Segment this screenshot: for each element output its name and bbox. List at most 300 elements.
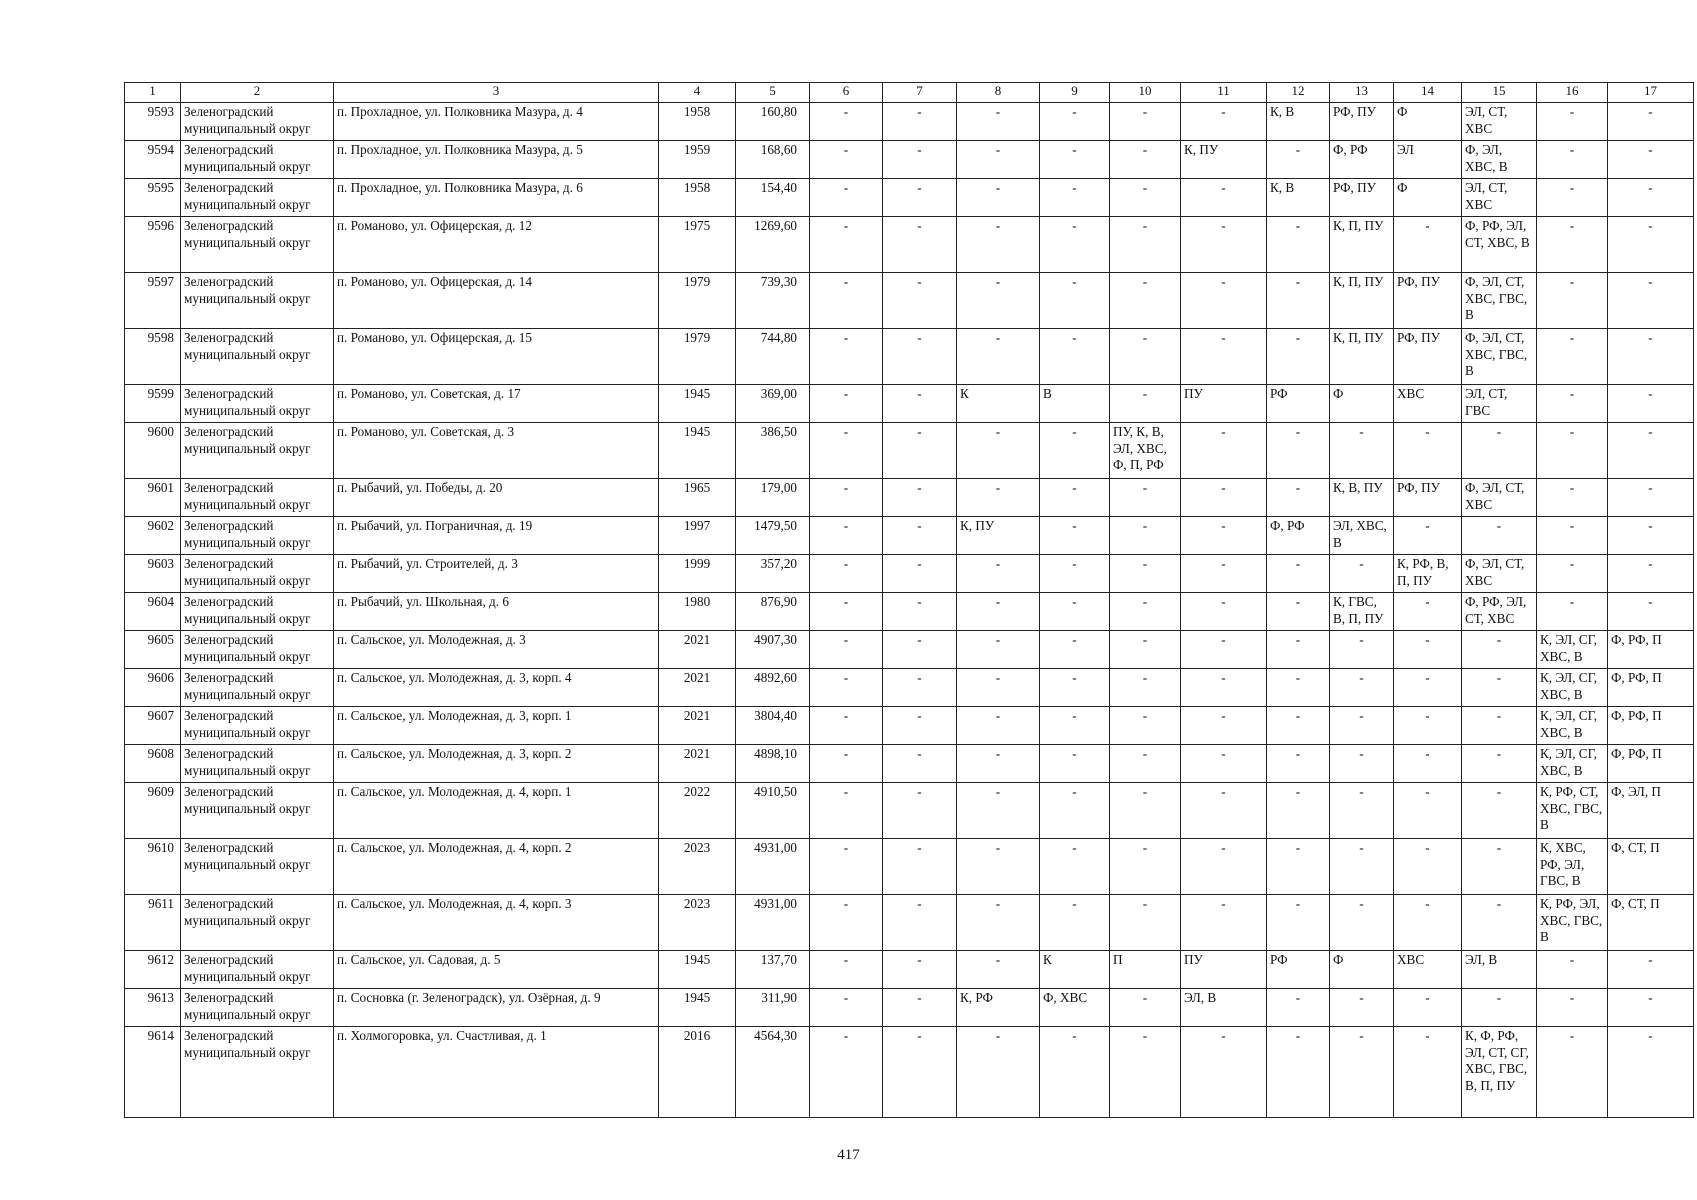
table-cell: п. Рыбачий, ул. Школьная, д. 6 xyxy=(334,593,659,631)
table-cell: - xyxy=(1181,669,1267,707)
table-cell: - xyxy=(1462,895,1537,951)
table-cell: - xyxy=(883,179,957,217)
table-cell: 9605 xyxy=(125,631,181,669)
table-cell: ПУ, К, В, ЭЛ, ХВС, Ф, П, РФ xyxy=(1110,423,1181,479)
table-cell: п. Холмогоровка, ул. Счастливая, д. 1 xyxy=(334,1027,659,1118)
table-cell: 1958 xyxy=(659,103,736,141)
table-cell: - xyxy=(1110,839,1181,895)
table-cell: - xyxy=(1110,273,1181,329)
table-cell: 1975 xyxy=(659,217,736,273)
table-cell: - xyxy=(1110,745,1181,783)
table-cell: 168,60 xyxy=(736,141,810,179)
table-cell: - xyxy=(1330,783,1394,839)
table-cell: - xyxy=(1267,329,1330,385)
table-cell: - xyxy=(1040,329,1110,385)
table-cell: - xyxy=(957,479,1040,517)
table-cell: - xyxy=(883,631,957,669)
column-number-header: 15 xyxy=(1462,83,1537,103)
table-cell: - xyxy=(883,517,957,555)
table-cell: - xyxy=(1462,423,1537,479)
table-cell: - xyxy=(1040,895,1110,951)
table-cell: - xyxy=(1040,103,1110,141)
table-cell: - xyxy=(1608,989,1694,1027)
table-cell: 1945 xyxy=(659,423,736,479)
table-cell: К, В, ПУ xyxy=(1330,479,1394,517)
table-cell: - xyxy=(1537,479,1608,517)
table-cell: Ф, ХВС xyxy=(1040,989,1110,1027)
table-cell: п. Сальское, ул. Садовая, д. 5 xyxy=(334,951,659,989)
table-cell: 2021 xyxy=(659,707,736,745)
table-row xyxy=(125,103,1694,141)
table-cell: К, ЭЛ, СГ, ХВС, В xyxy=(1537,669,1608,707)
table-cell: - xyxy=(1267,479,1330,517)
table-cell: - xyxy=(957,141,1040,179)
table-cell: - xyxy=(957,951,1040,989)
table-cell: 2023 xyxy=(659,839,736,895)
table-cell: - xyxy=(1040,593,1110,631)
table-cell: ЭЛ, СТ, ГВС xyxy=(1462,385,1537,423)
table-cell: - xyxy=(1462,669,1537,707)
table-cell: - xyxy=(1040,783,1110,839)
column-number-header: 1 xyxy=(125,83,181,103)
page-number: 417 xyxy=(837,1147,860,1163)
table-cell: - xyxy=(1267,141,1330,179)
table-cell: - xyxy=(883,951,957,989)
table-cell: 4564,30 xyxy=(736,1027,810,1118)
table-cell: - xyxy=(1608,423,1694,479)
table-cell: - xyxy=(957,839,1040,895)
table-cell: - xyxy=(1394,745,1462,783)
table-cell: - xyxy=(1040,707,1110,745)
table-cell: - xyxy=(957,669,1040,707)
table-cell: К, ХВС, РФ, ЭЛ, ГВС, В xyxy=(1537,839,1608,895)
table-cell: 9601 xyxy=(125,479,181,517)
table-cell: п. Романово, ул. Офицерская, д. 12 xyxy=(334,217,659,273)
table-cell: 1945 xyxy=(659,385,736,423)
table-cell: - xyxy=(810,141,883,179)
table-cell: К, ЭЛ, СГ, ХВС, В xyxy=(1537,707,1608,745)
table-cell: - xyxy=(810,989,883,1027)
table-cell: - xyxy=(1181,329,1267,385)
table-cell: 9609 xyxy=(125,783,181,839)
table-cell: - xyxy=(1181,631,1267,669)
table-cell: - xyxy=(883,669,957,707)
table-cell: Зеленоградский муниципальный округ xyxy=(181,273,334,329)
table-cell: Зеленоградский муниципальный округ xyxy=(181,895,334,951)
table-cell: - xyxy=(1537,1027,1608,1118)
table-cell: Зеленоградский муниципальный округ xyxy=(181,989,334,1027)
table-cell: - xyxy=(1608,385,1694,423)
table-row xyxy=(125,329,1694,385)
table-cell: 1959 xyxy=(659,141,736,179)
table-cell: - xyxy=(1608,103,1694,141)
table-cell: - xyxy=(1181,517,1267,555)
table-cell: 9600 xyxy=(125,423,181,479)
table-cell: ПУ xyxy=(1181,385,1267,423)
table-cell: - xyxy=(883,593,957,631)
table-cell: Зеленоградский муниципальный округ xyxy=(181,217,334,273)
table-cell: К, П, ПУ xyxy=(1330,273,1394,329)
table-cell: - xyxy=(957,895,1040,951)
table-cell: - xyxy=(1267,839,1330,895)
table-cell: 137,70 xyxy=(736,951,810,989)
table-cell: - xyxy=(1608,479,1694,517)
table-row xyxy=(125,273,1694,329)
table-cell: - xyxy=(883,745,957,783)
table-cell: РФ, ПУ xyxy=(1330,179,1394,217)
table-cell: - xyxy=(1040,669,1110,707)
column-number-header: 8 xyxy=(957,83,1040,103)
table-cell: - xyxy=(883,329,957,385)
table-cell: К, В xyxy=(1267,103,1330,141)
table-cell: - xyxy=(1330,1027,1394,1118)
table-cell: Ф, РФ, ЭЛ, СТ, ХВС, В xyxy=(1462,217,1537,273)
table-cell: Зеленоградский муниципальный округ xyxy=(181,517,334,555)
table-cell: ХВС xyxy=(1394,951,1462,989)
table-cell: - xyxy=(1537,385,1608,423)
table-cell: - xyxy=(1537,555,1608,593)
table-cell: Ф, РФ, П xyxy=(1608,707,1694,745)
table-cell: п. Рыбачий, ул. Строителей, д. 3 xyxy=(334,555,659,593)
table-cell: РФ xyxy=(1267,385,1330,423)
table-cell: - xyxy=(1110,217,1181,273)
table-cell: - xyxy=(1110,517,1181,555)
table-cell: - xyxy=(1267,745,1330,783)
table-cell: - xyxy=(1462,783,1537,839)
table-row xyxy=(125,951,1694,989)
table-cell: Ф, СТ, П xyxy=(1608,839,1694,895)
table-cell: 2022 xyxy=(659,783,736,839)
table-cell: Зеленоградский муниципальный округ xyxy=(181,707,334,745)
table-cell: - xyxy=(1267,895,1330,951)
table-cell: - xyxy=(1181,895,1267,951)
table-cell: - xyxy=(810,103,883,141)
column-number-header: 4 xyxy=(659,83,736,103)
table-cell: - xyxy=(1330,423,1394,479)
table-cell: 179,00 xyxy=(736,479,810,517)
table-cell: - xyxy=(1330,989,1394,1027)
table-cell: - xyxy=(1330,669,1394,707)
table-cell: - xyxy=(810,783,883,839)
table-cell: - xyxy=(1394,783,1462,839)
table-cell: п. Рыбачий, ул. Пограничная, д. 19 xyxy=(334,517,659,555)
table-cell: 876,90 xyxy=(736,593,810,631)
table-cell: 1965 xyxy=(659,479,736,517)
table-cell: - xyxy=(883,555,957,593)
table-cell: - xyxy=(1181,555,1267,593)
table-cell: ПУ xyxy=(1181,951,1267,989)
table-cell: - xyxy=(957,783,1040,839)
table-cell: - xyxy=(1462,839,1537,895)
table-cell: Ф xyxy=(1394,179,1462,217)
table-cell: 4931,00 xyxy=(736,839,810,895)
table-cell: - xyxy=(883,479,957,517)
table-cell: - xyxy=(1394,217,1462,273)
table-row xyxy=(125,179,1694,217)
table-cell: 9603 xyxy=(125,555,181,593)
table-cell: - xyxy=(1181,1027,1267,1118)
table-cell: п. Сальское, ул. Молодежная, д. 3, корп. 1 xyxy=(334,707,659,745)
table-cell: Ф, ЭЛ, СТ, ХВС xyxy=(1462,479,1537,517)
table-cell: Зеленоградский муниципальный округ xyxy=(181,593,334,631)
table-cell: - xyxy=(1462,517,1537,555)
table-cell: ЭЛ, ХВС, В xyxy=(1330,517,1394,555)
table-cell: Зеленоградский муниципальный округ xyxy=(181,669,334,707)
table-cell: К, ПУ xyxy=(957,517,1040,555)
table-cell: - xyxy=(883,423,957,479)
table-cell: ЭЛ, СТ, ХВС xyxy=(1462,179,1537,217)
table-cell: - xyxy=(1537,989,1608,1027)
table-row xyxy=(125,839,1694,895)
table-cell: п. Прохладное, ул. Полковника Мазура, д. 5 xyxy=(334,141,659,179)
table-cell: П xyxy=(1110,951,1181,989)
table-cell: - xyxy=(1267,631,1330,669)
table-cell: - xyxy=(1267,989,1330,1027)
table-cell: Зеленоградский муниципальный округ xyxy=(181,631,334,669)
table-cell: - xyxy=(1608,179,1694,217)
table-cell: ЭЛ, В xyxy=(1462,951,1537,989)
housing-register-table xyxy=(124,82,1694,1118)
table-cell: 2021 xyxy=(659,745,736,783)
table-cell: - xyxy=(810,329,883,385)
table-cell: Зеленоградский муниципальный округ xyxy=(181,951,334,989)
table-cell: К, РФ, В, П, ПУ xyxy=(1394,555,1462,593)
table-cell: - xyxy=(1181,273,1267,329)
table-row xyxy=(125,141,1694,179)
table-cell: - xyxy=(883,707,957,745)
table-cell: - xyxy=(1330,839,1394,895)
table-row xyxy=(125,479,1694,517)
table-cell: - xyxy=(1537,593,1608,631)
table-cell: 9593 xyxy=(125,103,181,141)
table-cell: - xyxy=(1181,423,1267,479)
table-cell: - xyxy=(957,707,1040,745)
table-cell: 9597 xyxy=(125,273,181,329)
table-cell: Ф, ЭЛ, СТ, ХВС, ГВС, В xyxy=(1462,273,1537,329)
table-cell: 311,90 xyxy=(736,989,810,1027)
table-cell: п. Прохладное, ул. Полковника Мазура, д. 4 xyxy=(334,103,659,141)
table-cell: Зеленоградский муниципальный округ xyxy=(181,479,334,517)
table-cell: - xyxy=(1394,707,1462,745)
table-cell: К, ЭЛ, СГ, ХВС, В xyxy=(1537,631,1608,669)
table-cell: 2023 xyxy=(659,895,736,951)
table-cell: 9598 xyxy=(125,329,181,385)
table-cell: - xyxy=(1110,783,1181,839)
table-cell: - xyxy=(1040,141,1110,179)
table-cell: К, РФ, СТ, ХВС, ГВС, В xyxy=(1537,783,1608,839)
table-cell: 1958 xyxy=(659,179,736,217)
table-cell: п. Сальское, ул. Молодежная, д. 4, корп. 3 xyxy=(334,895,659,951)
table-cell: - xyxy=(1110,989,1181,1027)
table-row xyxy=(125,593,1694,631)
table-cell: - xyxy=(1110,707,1181,745)
table-cell: Ф xyxy=(1330,951,1394,989)
table-cell: 9614 xyxy=(125,1027,181,1118)
table-cell: - xyxy=(810,273,883,329)
table-cell: - xyxy=(810,423,883,479)
column-number-header: 12 xyxy=(1267,83,1330,103)
column-number-header: 17 xyxy=(1608,83,1694,103)
table-cell: - xyxy=(1110,631,1181,669)
table-cell: - xyxy=(1537,217,1608,273)
table-cell: - xyxy=(1394,1027,1462,1118)
table-cell: 1999 xyxy=(659,555,736,593)
table-cell: К xyxy=(957,385,1040,423)
table-cell: - xyxy=(1181,179,1267,217)
table-cell: - xyxy=(957,273,1040,329)
table-cell: - xyxy=(1394,631,1462,669)
table-cell: - xyxy=(1394,989,1462,1027)
table-cell: п. Сосновка (г. Зеленоградск), ул. Озёрная, д. 9 xyxy=(334,989,659,1027)
table-cell: п. Романово, ул. Офицерская, д. 15 xyxy=(334,329,659,385)
table-cell: - xyxy=(1608,593,1694,631)
table-cell: - xyxy=(957,423,1040,479)
table-cell: - xyxy=(810,1027,883,1118)
table-cell: - xyxy=(1110,593,1181,631)
table-cell: - xyxy=(1040,1027,1110,1118)
table-cell: - xyxy=(883,989,957,1027)
table-cell: В xyxy=(1040,385,1110,423)
table-row xyxy=(125,669,1694,707)
table-cell: - xyxy=(957,217,1040,273)
table-cell: п. Прохладное, ул. Полковника Мазура, д. 6 xyxy=(334,179,659,217)
document-sheet xyxy=(124,82,1694,1118)
table-cell: ЭЛ, В xyxy=(1181,989,1267,1027)
table-cell: - xyxy=(1608,517,1694,555)
table-cell: Ф, РФ, П xyxy=(1608,745,1694,783)
table-cell: Ф, РФ xyxy=(1330,141,1394,179)
table-cell: Ф xyxy=(1394,103,1462,141)
table-cell: - xyxy=(1267,707,1330,745)
table-cell: - xyxy=(1181,479,1267,517)
table-cell: 386,50 xyxy=(736,423,810,479)
table-cell: К xyxy=(1040,951,1110,989)
table-cell: - xyxy=(1040,217,1110,273)
table-cell: 2021 xyxy=(659,631,736,669)
table-row xyxy=(125,783,1694,839)
table-cell: Зеленоградский муниципальный округ xyxy=(181,329,334,385)
table-cell: - xyxy=(1462,631,1537,669)
table-cell: ЭЛ, СТ, ХВС xyxy=(1462,103,1537,141)
table-cell: - xyxy=(957,1027,1040,1118)
table-cell: - xyxy=(1181,783,1267,839)
table-cell: 1945 xyxy=(659,989,736,1027)
table-cell: РФ, ПУ xyxy=(1330,103,1394,141)
table-cell: - xyxy=(957,103,1040,141)
table-cell: Зеленоградский муниципальный округ xyxy=(181,555,334,593)
table-cell: - xyxy=(883,1027,957,1118)
table-cell: - xyxy=(883,273,957,329)
table-cell: К, РФ xyxy=(957,989,1040,1027)
table-cell: 9607 xyxy=(125,707,181,745)
table-cell: 9602 xyxy=(125,517,181,555)
column-number-header: 10 xyxy=(1110,83,1181,103)
table-cell: 1980 xyxy=(659,593,736,631)
table-cell: - xyxy=(1537,423,1608,479)
table-cell: - xyxy=(1608,273,1694,329)
table-row xyxy=(125,895,1694,951)
column-number-header: 9 xyxy=(1040,83,1110,103)
table-row xyxy=(125,555,1694,593)
table-cell: - xyxy=(1110,103,1181,141)
table-cell: - xyxy=(810,179,883,217)
table-cell: - xyxy=(1394,517,1462,555)
table-cell: РФ, ПУ xyxy=(1394,273,1462,329)
table-cell: - xyxy=(1040,479,1110,517)
table-cell: - xyxy=(1267,1027,1330,1118)
column-number-header: 6 xyxy=(810,83,883,103)
table-cell: 9594 xyxy=(125,141,181,179)
table-row xyxy=(125,1027,1694,1118)
table-cell: ХВС xyxy=(1394,385,1462,423)
table-cell: - xyxy=(1330,555,1394,593)
table-cell: 9599 xyxy=(125,385,181,423)
table-cell: - xyxy=(1267,593,1330,631)
table-cell: Ф, ЭЛ, П xyxy=(1608,783,1694,839)
table-cell: 9595 xyxy=(125,179,181,217)
table-cell: - xyxy=(1267,217,1330,273)
table-cell: п. Сальское, ул. Молодежная, д. 3, корп. 2 xyxy=(334,745,659,783)
table-cell: - xyxy=(1608,217,1694,273)
table-cell: - xyxy=(1330,745,1394,783)
table-cell: 9610 xyxy=(125,839,181,895)
table-cell: Зеленоградский муниципальный округ xyxy=(181,839,334,895)
table-cell: К, ЭЛ, СГ, ХВС, В xyxy=(1537,745,1608,783)
table-row xyxy=(125,707,1694,745)
table-cell: - xyxy=(1181,707,1267,745)
table-cell: 3804,40 xyxy=(736,707,810,745)
table-cell: - xyxy=(1181,103,1267,141)
table-cell: - xyxy=(1040,631,1110,669)
table-cell: ЭЛ xyxy=(1394,141,1462,179)
table-cell: - xyxy=(1330,631,1394,669)
table-cell: - xyxy=(1462,707,1537,745)
table-cell: - xyxy=(883,783,957,839)
table-cell: - xyxy=(1462,989,1537,1027)
table-cell: Ф xyxy=(1330,385,1394,423)
table-cell: Ф, ЭЛ, СТ, ХВС xyxy=(1462,555,1537,593)
table-cell: Зеленоградский муниципальный округ xyxy=(181,179,334,217)
table-cell: - xyxy=(1608,951,1694,989)
table-cell: - xyxy=(957,179,1040,217)
table-cell: п. Романово, ул. Офицерская, д. 14 xyxy=(334,273,659,329)
table-cell: РФ, ПУ xyxy=(1394,479,1462,517)
table-cell: К, Ф, РФ, ЭЛ, СТ, СГ, ХВС, ГВС, В, П, ПУ xyxy=(1462,1027,1537,1118)
table-cell: 744,80 xyxy=(736,329,810,385)
table-body xyxy=(125,83,1694,1118)
table-cell: 4907,30 xyxy=(736,631,810,669)
table-cell: 739,30 xyxy=(736,273,810,329)
table-cell: - xyxy=(1608,1027,1694,1118)
table-cell: - xyxy=(1110,141,1181,179)
table-cell: Зеленоградский муниципальный округ xyxy=(181,745,334,783)
table-cell: п. Сальское, ул. Молодежная, д. 3 xyxy=(334,631,659,669)
table-cell: - xyxy=(1110,895,1181,951)
table-cell: - xyxy=(1181,217,1267,273)
table-cell: 357,20 xyxy=(736,555,810,593)
table-cell: Ф, СТ, П xyxy=(1608,895,1694,951)
table-cell: - xyxy=(810,217,883,273)
column-number-header: 2 xyxy=(181,83,334,103)
table-cell: - xyxy=(1110,479,1181,517)
table-cell: - xyxy=(1267,273,1330,329)
table-cell: - xyxy=(883,895,957,951)
table-cell: 1997 xyxy=(659,517,736,555)
table-cell: - xyxy=(1267,555,1330,593)
table-cell: - xyxy=(1537,179,1608,217)
table-cell: п. Сальское, ул. Молодежная, д. 4, корп. 1 xyxy=(334,783,659,839)
table-cell: - xyxy=(1608,555,1694,593)
